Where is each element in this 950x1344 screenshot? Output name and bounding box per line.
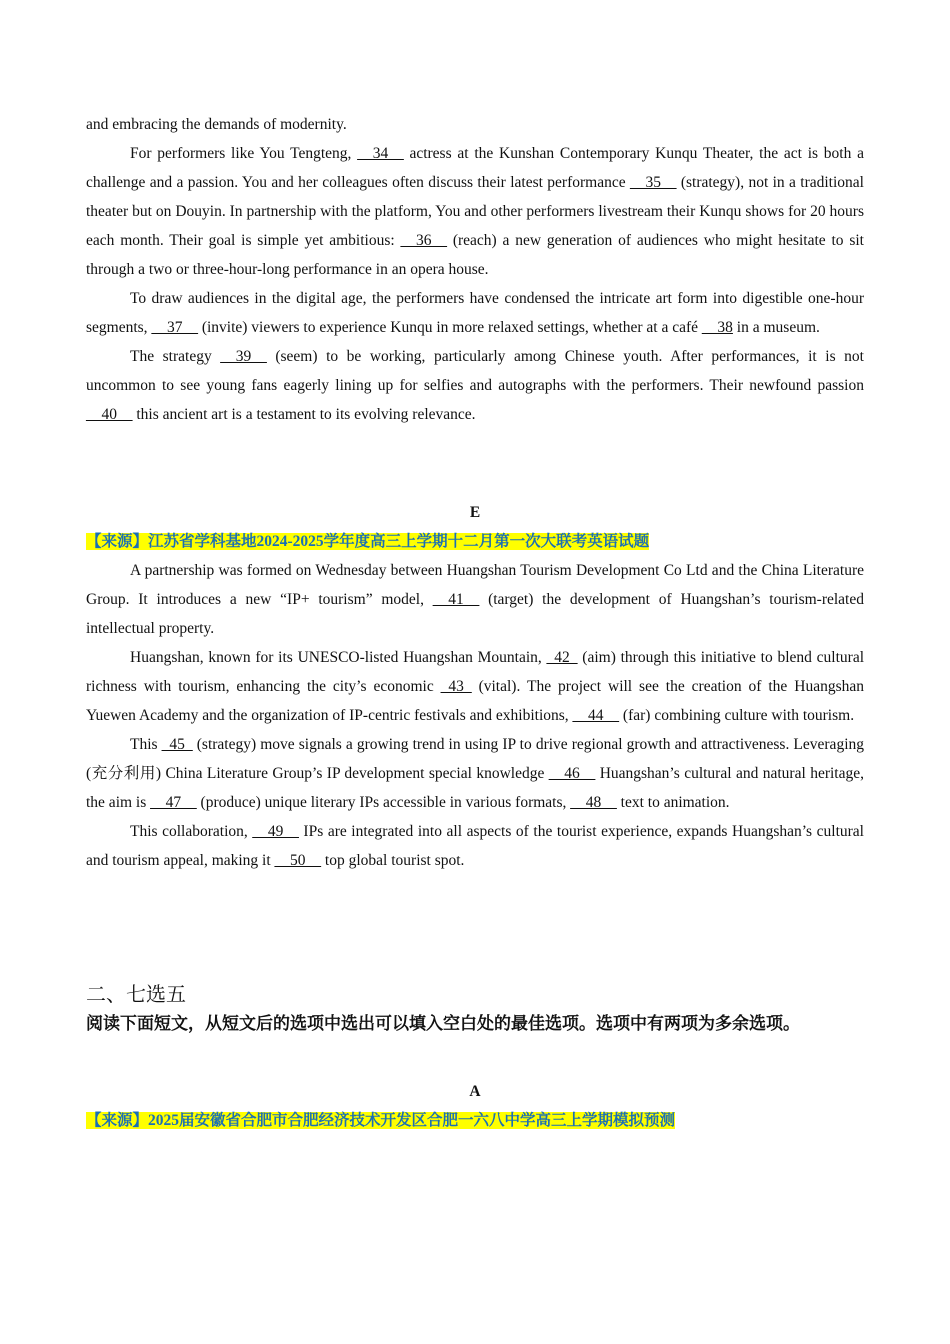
- blank-36[interactable]: __36__: [400, 232, 447, 249]
- blank-34[interactable]: __34__: [357, 145, 404, 162]
- blank-44[interactable]: __44__: [572, 707, 620, 724]
- passage-a-source: 【来源】2025届安徽省合肥市合肥经济技术开发区合肥一六八中学高三上学期模拟预测: [86, 1112, 676, 1129]
- blank-48[interactable]: __48__: [570, 794, 617, 811]
- blank-39[interactable]: __39__: [220, 348, 267, 365]
- blank-38[interactable]: __38: [701, 319, 733, 336]
- passage-e-paragraph-4: This collaboration, __49__ IPs are integrated into all aspects of the tourist experience, expands Huangshan’s cultural and tourism appeal, making it __50__ top global tourist spot.: [86, 817, 864, 875]
- blank-50[interactable]: __50__: [274, 852, 322, 869]
- passage-d-paragraph-3: The strategy __39__ (seem) to be working, particularly among Chinese youth. After performances, it is not uncommon to see young fans eagerly lining up for selfies and autographs with the performers. Their newfound passion __40__ this ancient art is a testament to its evolving relevance.: [86, 342, 864, 429]
- blank-45[interactable]: _45_: [161, 736, 193, 753]
- passage-e-paragraph-2: Huangshan, known for its UNESCO-listed Huangshan Mountain, _42_ (aim) through this initiative to blend cultural richness with tourism, enhancing the city’s economic _43_ (vital). The project will see the creation of the Huangshan Yuewen Academy and the organization of IP-centric festivals and exhibitions, __44__ (far) combining culture with tourism.: [86, 643, 864, 730]
- passage-a-heading: A: [469, 1083, 481, 1100]
- passage-e-paragraph-1: A partnership was formed on Wednesday between Huangshan Tourism Development Co Ltd and the China Literature Group. It introduces a new “IP+ tourism” model, __41__ (target) the development of Huangshan’s tourism-related intellectual property.: [86, 562, 864, 637]
- blank-46[interactable]: __46__: [548, 765, 596, 782]
- blank-40[interactable]: __40__: [86, 406, 133, 423]
- blank-49[interactable]: __49__: [252, 823, 299, 840]
- document-page: [86, 110, 864, 1135]
- passage-e-paragraph-3: This _45_ (strategy) move signals a growing trend in using IP to drive regional growth and attractiveness. Leveraging (充分利用) China Literature Group’s IP development special knowledge __46__ Huangshan’s cultural and natural heritage, the aim is __47__ (produce) unique literary IPs accessible in various formats, __48__ text to animation.: [86, 730, 864, 817]
- blank-35[interactable]: __35__: [629, 174, 677, 191]
- passage-e-heading: E: [469, 504, 481, 521]
- passage-e-source: 【来源】江苏省学科基地2024-2025学年度高三上学期十二月第一次大联考英语试题: [86, 533, 650, 550]
- blank-41[interactable]: __41__: [432, 591, 480, 608]
- blank-37[interactable]: __37__: [151, 319, 198, 336]
- blank-43[interactable]: _43_: [440, 678, 472, 695]
- part-two-title: 二、七选五: [86, 982, 186, 1006]
- passage-d-continuation: and embracing the demands of modernity.: [86, 116, 347, 133]
- passage-d-paragraph-2: To draw audiences in the digital age, the performers have condensed the intricate art form into digestible one-hour segments, __37__ (invite) viewers to experience Kunqu in more relaxed settings, whether at a café __38 in a museum.: [86, 284, 864, 342]
- blank-42[interactable]: _42_: [546, 649, 578, 666]
- passage-d-paragraph-1: For performers like You Tengteng, __34__ actress at the Kunshan Contemporary Kunqu Theater, the act is both a challenge and a passion. You and her colleagues often discuss their latest performance __35__ (strategy), not in a traditional theater but on Douyin. In partnership with the platform, You and other performers livestream their Kunqu shows for 20 hours each month. Their goal is simple yet ambitious: __36__ (reach) a new generation of audiences who might hesitate to sit through a two or three-hour-long performance in an opera house.: [86, 139, 864, 284]
- blank-47[interactable]: __47__: [150, 794, 197, 811]
- part-two-instruction: 阅读下面短文，从短文后的选项中选出可以填入空白处的最佳选项。选项中有两项为多余选项。: [86, 1014, 800, 1034]
